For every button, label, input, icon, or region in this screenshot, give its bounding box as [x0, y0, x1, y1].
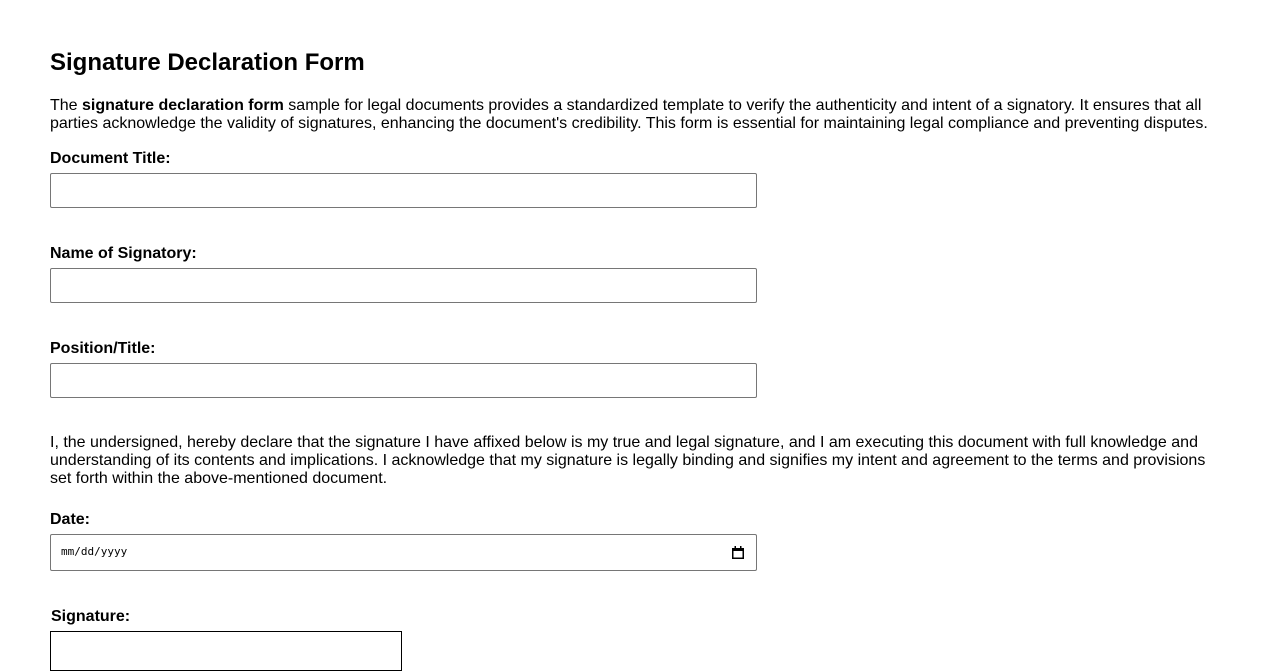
intro-prefix: The: [50, 97, 83, 114]
position-title-input[interactable]: [50, 363, 757, 398]
document-title-label: Document Title:: [50, 150, 171, 167]
position-title-label: Position/Title:: [50, 340, 156, 357]
intro-suffix: sample for legal documents provides a standardized template to verify the authenticity and intent of a signatory. It ensures that all parties acknowledge the validity of signatures, enhancing the document's credibility. This form is essential for maintaining legal compliance and preventing disputes.: [50, 97, 1208, 132]
signatory-name-input[interactable]: [50, 268, 757, 303]
date-label: Date:: [50, 511, 91, 528]
signature-label: Signature:: [51, 608, 131, 625]
page-title: Signature Declaration Form: [50, 49, 365, 76]
intro-paragraph: [50, 97, 1220, 133]
declaration-text: I, the undersigned, hereby declare that the signature I have affixed below is my true and legal signature, and I am executing this document with full knowledge and understanding of its contents and implications. I acknowledge that my signature is legally binding and signifies my intent and agreement to the terms and provisions set forth within the above-mentioned document.: [50, 434, 1206, 487]
signature-pad[interactable]: [50, 631, 402, 671]
document-title-input[interactable]: [50, 173, 757, 208]
intro-bold-term: signature declaration form: [82, 97, 284, 114]
calendar-icon[interactable]: [732, 546, 744, 559]
date-placeholder: mm/dd/yyyy: [61, 545, 128, 558]
date-input[interactable]: [50, 534, 757, 571]
signatory-name-label: Name of Signatory:: [50, 245, 197, 262]
